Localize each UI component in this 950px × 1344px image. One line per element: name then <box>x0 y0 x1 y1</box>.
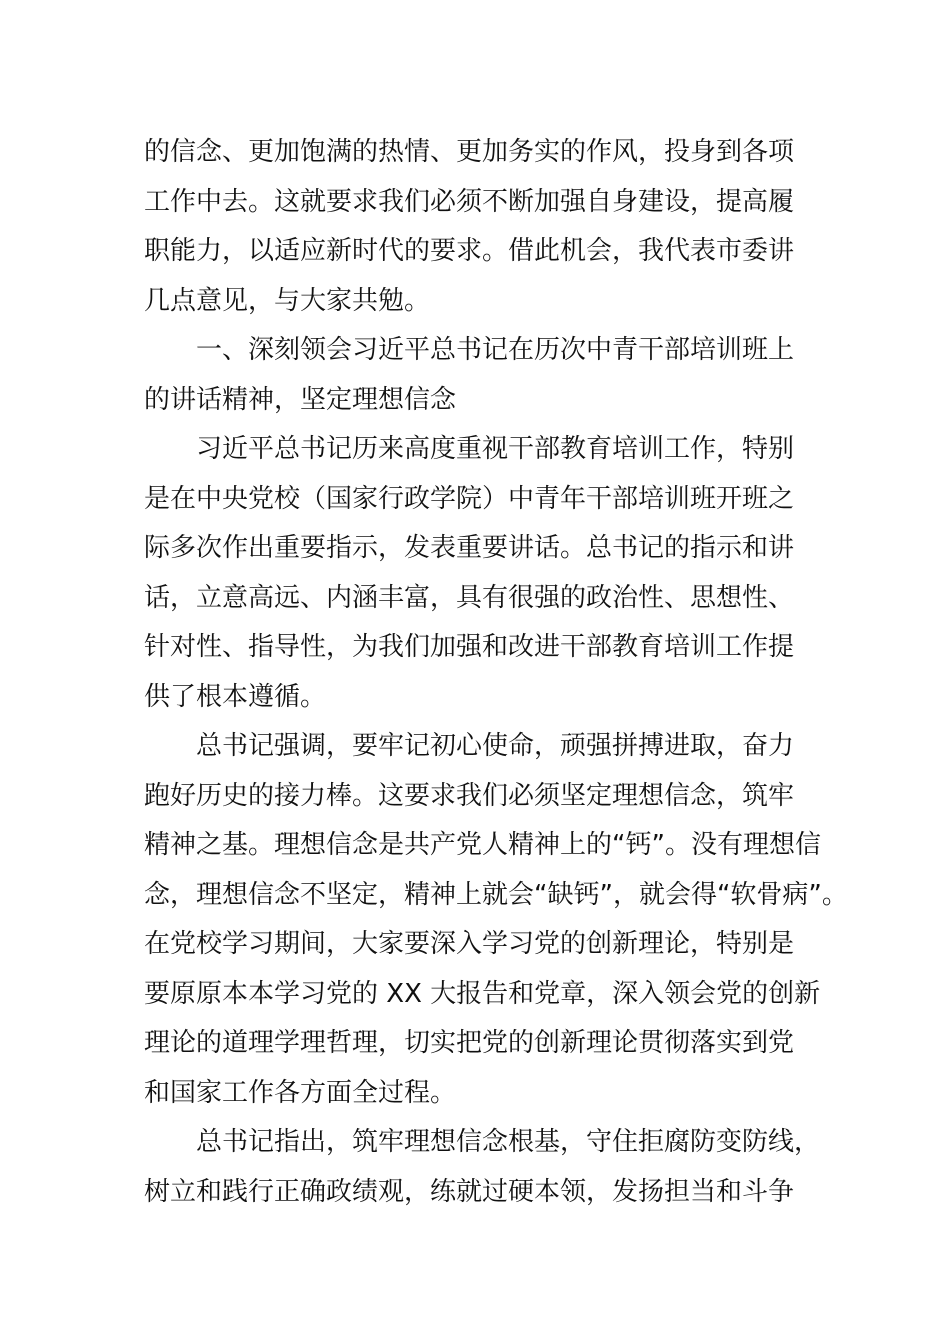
text-line: 精神之基。理想信念是共产党人精神上的“钙”。没有理想信 <box>144 830 821 860</box>
text-line: 职能力，以适应新时代的要求。借此机会，我代表市委讲 <box>144 236 795 266</box>
text-line: 供了根本遵循。 <box>144 681 327 712</box>
text-line: 总书记强调，要牢记初心使命，顽强拼搏进取，奋力 <box>196 731 795 761</box>
text-line: 跑好历史的接力棒。这要求我们必须坚定理想信念，筑牢 <box>144 780 795 811</box>
text-line: 几点意见，与大家共勉。 <box>144 285 431 316</box>
text-line: 要原原本本学习党的 XX 大报告和党章，深入领会党的创新 <box>144 978 821 1009</box>
text-line: 在党校学习期间，大家要深入学习党的创新理论，特别是 <box>144 929 795 959</box>
body-text <box>144 128 848 1217</box>
text-line: 际多次作出重要指示，发表重要讲话。总书记的指示和讲 <box>144 533 795 563</box>
text-line: 总书记指出，筑牢理想信念根基，守住拒腐防变防线， <box>196 1127 821 1157</box>
text-line: 和国家工作各方面全过程。 <box>144 1077 457 1108</box>
text-line: 话，立意高远、内涵丰富，具有很强的政治性、思想性、 <box>144 582 795 613</box>
text-line: 念，理想信念不坚定，精神上就会“缺钙”，就会得“软骨病”。 <box>144 879 848 910</box>
section-heading-line: 的讲话精神，坚定理想信念 <box>144 384 457 415</box>
section-heading-line: 一、深刻领会习近平总书记在历次中青干部培训班上 <box>196 335 795 365</box>
text-line: 是在中央党校（国家行政学院）中青年干部培训班开班之 <box>144 483 795 514</box>
text-line: 的信念、更加饱满的热情、更加务实的作风，投身到各项 <box>144 137 795 167</box>
text-line: 针对性、指导性，为我们加强和改进干部教育培训工作提 <box>144 632 795 662</box>
text-line: 工作中去。这就要求我们必须不断加强自身建设，提高履 <box>144 186 795 217</box>
text-line: 树立和践行正确政绩观，练就过硬本领，发扬担当和斗争 <box>144 1176 795 1207</box>
text-line: 习近平总书记历来高度重视干部教育培训工作，特别 <box>196 434 795 464</box>
text-line: 理论的道理学理哲理，切实把党的创新理论贯彻落实到党 <box>144 1028 795 1058</box>
